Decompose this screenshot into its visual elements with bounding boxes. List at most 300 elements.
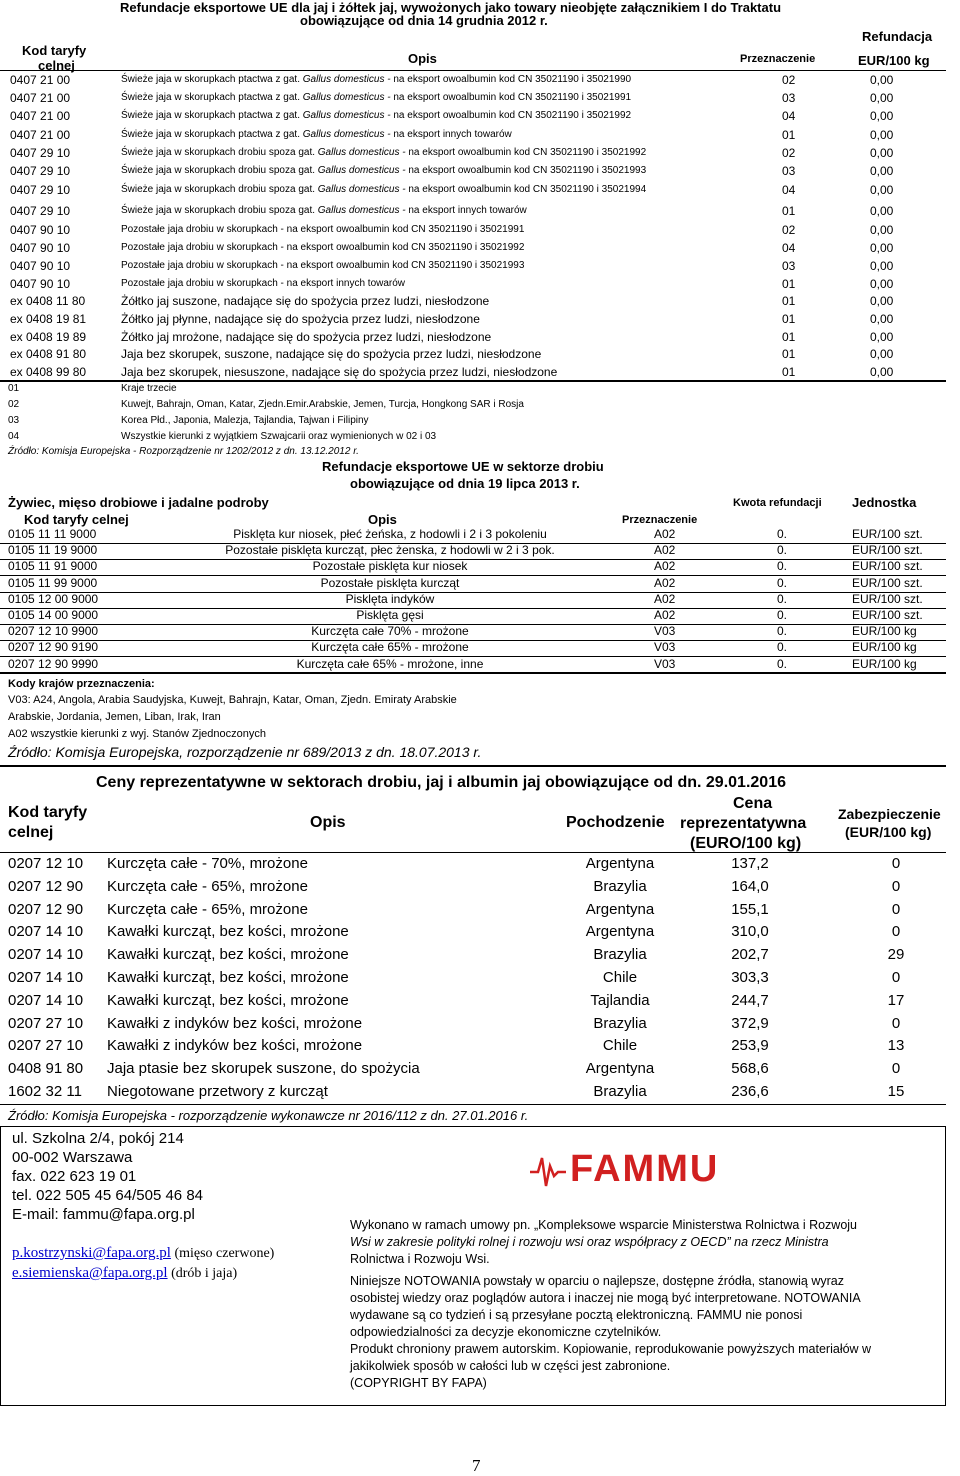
s2-kwota: 0.	[777, 656, 788, 671]
s1-kod: ex 0408 11 80	[10, 294, 86, 308]
s3-zabezpieczenie: 0	[891, 969, 901, 986]
s1-opis-part3: na eksport owoalbumin kod CN 35021190 i 35021992	[405, 147, 647, 158]
footer-disclaimer-line: osobistej wiedzy oraz poglądów autora i inaczej nie mogą być interpretowane. NOTOWANIA	[350, 1291, 861, 1305]
footer-addr-3: fax. 022 623 19 01	[12, 1168, 137, 1185]
s1-opis-part3: na eksport innych towarów	[405, 205, 527, 216]
s2-row	[0, 559, 960, 576]
s3-opis: Niegotowane przetwory z kurcząt	[107, 1083, 328, 1100]
s1-kod: 0407 21 00	[10, 128, 71, 142]
s2-przeznaczenie: V03	[654, 640, 676, 655]
s3-row	[0, 855, 960, 878]
s2-head-przezn: Przeznaczenie	[622, 514, 698, 526]
s3-kod: 0408 91 80	[8, 1060, 84, 1078]
s3-table-bottom-rule	[0, 1104, 946, 1105]
s2-kod: 0207 12 10 9900	[8, 624, 99, 639]
s2-jednostka: EUR/100 kg	[852, 656, 917, 671]
footer-email1-line	[12, 1244, 274, 1262]
s2-przeznaczenie: A02	[654, 575, 676, 590]
s2-section: Żywiec, mięso drobiowe i jadalne podroby	[8, 495, 269, 510]
s3-cena: 202,7	[731, 946, 769, 964]
s1-opis-part1: Świeże jaja w skorupkach ptactwa z gat.	[121, 110, 303, 121]
s3-opis: Kurczęta całe - 65%, mrożone	[107, 900, 308, 918]
s2-jednostka: EUR/100 szt.	[852, 559, 923, 574]
s1-kod: 0407 21 00	[10, 109, 71, 123]
s3-pochodzenie: Argentyna	[585, 855, 655, 872]
s3-head-opis: Opis	[310, 814, 346, 831]
s2-opis: Pozostałe pisklęta kurcząt, płec żenska, z hodowli w 2 i 3 pok.	[225, 543, 555, 558]
s1-kod: ex 0408 19 81	[10, 312, 87, 326]
s3-zabezpieczenie: 0	[891, 855, 901, 872]
s1-refundacja: 0,00	[870, 164, 894, 178]
footer-addr-4: tel. 022 505 45 64/505 46 84	[12, 1187, 204, 1204]
s3-source: Źródło: Komisja Europejska - rozporządzenie wykonawcze nr 2016/112 z dn. 27.01.2016 r.	[8, 1108, 529, 1123]
s1-footnote-code: 02	[8, 399, 20, 410]
s2-przeznaczenie: A02	[654, 559, 676, 574]
s1-opis-part1: Pozostałe jaja drobiu w skorupkach - na eksport innych towarów	[121, 278, 406, 289]
s1-footnote	[0, 399, 700, 415]
s1-opis-part3: na eksport owoalbumin kod CN 35021190 i 35021994	[405, 184, 647, 195]
s3-row	[0, 1037, 960, 1060]
s1-row	[0, 73, 960, 91]
s2-kwota: 0.	[777, 608, 788, 622]
s2-source: Źródło: Komisja Europejska, rozporządzenie nr 689/2013 z dn. 18.07.2013 r.	[8, 744, 482, 760]
s1-opis-part1: Świeże jaja w skorupkach drobiu spoza gat.	[121, 147, 318, 158]
s2-przeznaczenie: V03	[654, 624, 676, 639]
s1-refundacja: 0,00	[870, 128, 894, 142]
s1-refundacja: 0,00	[870, 277, 894, 291]
s3-cena: 137,2	[731, 855, 769, 872]
s2-kwota: 0.	[777, 543, 788, 558]
footer-email2-line	[12, 1264, 237, 1282]
s1-opis-species: Gallus domesticus -	[317, 165, 406, 176]
s1-refundacja: 0,00	[870, 365, 894, 379]
s3-row	[0, 901, 960, 924]
footer-disclaimer-line: jakikolwiek sposób w całości lub w części jest zabronione.	[350, 1359, 671, 1373]
s1-row	[0, 277, 960, 295]
s3-row	[0, 969, 960, 992]
s1-kod: ex 0408 99 80	[10, 365, 87, 379]
s1-przeznaczenie: 01	[782, 312, 796, 326]
s1-opis	[121, 330, 491, 344]
s1-przeznaczenie: 01	[782, 365, 796, 379]
s2-kod: 0105 11 99 9000	[8, 575, 98, 590]
s1-footnote-code: 03	[8, 415, 20, 426]
s2-jednostka: EUR/100 szt.	[852, 591, 923, 606]
s1-title-line2: obowiązujące od dnia 14 grudnia 2012 r.	[300, 13, 548, 28]
s2-row	[0, 608, 960, 625]
page-number: 7	[472, 1456, 481, 1475]
footer-umowa-2: Wsi w zakresie polityki rolnej i rozwoju wsi oraz współpracy z OECD” na rzecz Ministra	[350, 1235, 829, 1249]
s1-przeznaczenie: 04	[782, 183, 796, 197]
footer-umowa-1: Wykonano w ramach umowy pn. „Kompleksowe wsparcie Ministerstwa Rolnictwa i Rozwoju	[350, 1218, 858, 1232]
email2-note: (drób i jaja)	[167, 1266, 238, 1281]
footer-disclaimer-line: odpowiedzialności za decyzje ekonomiczne czytelników.	[350, 1325, 662, 1339]
footer-addr-2: 00-002 Warszawa	[12, 1149, 133, 1166]
s2-row	[0, 543, 960, 560]
email1-note: (mięso czerwone)	[170, 1246, 275, 1261]
fammu-logo	[528, 1144, 736, 1196]
s1-opis	[121, 312, 480, 326]
s2-kod: 0207 12 90 9190	[8, 640, 99, 655]
s3-zabezpieczenie: 0	[891, 877, 901, 895]
s3-head-zab2: (EUR/100 kg)	[845, 824, 932, 840]
s1-opis	[121, 165, 646, 176]
s2-kwota: 0.	[777, 624, 788, 639]
s1-opis	[121, 365, 557, 379]
s2-jednostka: EUR/100 szt.	[852, 543, 923, 558]
s3-opis: Kawałki z indyków bez kości, mrożone	[107, 1014, 363, 1032]
s1-przeznaczenie: 03	[782, 259, 796, 273]
s3-cena: 253,9	[731, 1037, 769, 1055]
s3-zabezpieczenie: 15	[887, 1083, 905, 1100]
s2-kwota: 0.	[777, 591, 788, 606]
s1-opis-part1: Żółtko jaj suszone, nadające się do spożycia przez ludzi, niesłodzone	[121, 294, 490, 308]
s3-zabezpieczenie: 29	[887, 946, 905, 964]
s1-przeznaczenie: 01	[782, 277, 796, 291]
s2-kwota: 0.	[777, 527, 788, 541]
s2-kod: 0105 12 00 9000	[8, 591, 99, 606]
s3-cena: 303,3	[731, 969, 769, 986]
s1-footnote	[0, 383, 700, 399]
s1-kod: ex 0408 91 80	[10, 347, 87, 361]
s2-kwota: 0.	[777, 575, 788, 590]
s2-opis: Pisklęta gęsi	[356, 608, 424, 622]
s1-head-kod1: Kod taryfy	[22, 43, 87, 58]
s2-przeznaczenie: V03	[654, 656, 676, 671]
s2-row	[0, 624, 960, 641]
s2-przeznaczenie: A02	[654, 608, 676, 622]
s3-row	[0, 992, 960, 1015]
s3-pochodzenie: Argentyna	[585, 923, 655, 941]
s3-cena: 244,7	[731, 991, 769, 1009]
s1-row	[0, 204, 960, 222]
s2-title-line1: Refundacje eksportowe UE w sektorze drobiu	[322, 459, 604, 474]
s3-opis: Kawałki kurcząt, bez kości, mrożone	[107, 923, 349, 941]
s1-refundacja: 0,00	[870, 204, 894, 218]
s3-pochodzenie: Chile	[602, 1037, 638, 1055]
s2-kody-line-2: Arabskie, Jordania, Jemen, Liban, Irak, Iran	[8, 711, 221, 723]
s2-kwota: 0.	[777, 640, 788, 655]
s1-przeznaczenie: 02	[782, 73, 796, 87]
s2-jednostka: EUR/100 kg	[852, 640, 917, 655]
s3-zabezpieczenie: 0	[891, 900, 901, 918]
s3-row	[0, 878, 960, 901]
s1-kod: ex 0408 19 89	[10, 330, 87, 344]
s1-przeznaczenie: 02	[782, 146, 796, 160]
s1-opis	[121, 347, 541, 361]
s1-row	[0, 109, 960, 127]
s1-footnote-code: 04	[8, 431, 20, 442]
s2-kod: 0105 11 91 9000	[8, 559, 98, 574]
s3-pochodzenie: Brazylia	[593, 946, 647, 964]
s2-kody-line-1: V03: A24, Angola, Arabia Saudyjska, Kuwejt, Bahrajn, Katar, Oman, Zjedn. Emiraty Arabskie	[8, 694, 457, 706]
s1-opis-part1: Żółtko jaj mrożone, nadające się do spożycia przez ludzi, niesłodzone	[121, 330, 492, 344]
s3-kod: 0207 27 10	[8, 1014, 84, 1032]
s1-kod: 0407 90 10	[10, 241, 71, 255]
s2-opis: Pozostałe pisklęta kur niosek	[312, 559, 468, 574]
s1-opis-part3: na eksport owoalbumin kod CN 35021190 i 35021991	[390, 92, 632, 103]
s1-footnote-text: Wszystkie kierunki z wyjątkiem Szwajcarii oraz wymienionych w 02 i 03	[121, 431, 437, 442]
s1-row	[0, 223, 960, 241]
s1-opis-part1: Pozostałe jaja drobiu w skorupkach - na eksport owoalbumin kod CN 35021190 i 35021991	[121, 224, 525, 235]
s1-opis-part3: na eksport owoalbumin kod CN 35021190 i 35021992	[390, 110, 632, 121]
s3-cena: 568,6	[731, 1060, 769, 1078]
s2-title-line2: obowiązujące od dnia 19 lipca 2013 r.	[350, 476, 580, 491]
footer-disclaimer-line: wydawane są co tydzień i są przesyłane pocztą elektroniczną. FAMMU nie ponosi	[350, 1308, 803, 1322]
s2-row	[0, 640, 960, 657]
s3-kod: 0207 14 10	[8, 991, 84, 1009]
s1-przeznaczenie: 04	[782, 109, 796, 123]
s1-footnote-code: 01	[8, 383, 20, 394]
s2-table-bottom-rule	[0, 672, 946, 674]
s2-jednostka: EUR/100 szt.	[852, 527, 923, 541]
s3-row	[0, 1060, 960, 1083]
s3-head-poch: Pochodzenie	[566, 814, 665, 831]
s1-footnote-text: Kraje trzecie	[121, 383, 177, 394]
s1-head-kod2: celnej	[38, 58, 75, 73]
s1-row	[0, 330, 960, 348]
s1-opis	[121, 74, 631, 85]
s1-head-przezn: Przeznaczenie	[740, 53, 816, 65]
s1-refundacja: 0,00	[870, 223, 894, 237]
s1-opis-species: Gallus domesticus -	[317, 205, 406, 216]
s1-opis-species: Gallus domesticus -	[302, 74, 391, 85]
s1-refundacja: 0,00	[870, 347, 894, 361]
s1-opis-part1: Świeże jaja w skorupkach ptactwa z gat.	[121, 92, 303, 103]
s3-pochodzenie: Argentyna	[585, 1060, 655, 1078]
s1-opis-part1: Świeże jaja w skorupkach drobiu spoza gat.	[121, 184, 318, 195]
s2-head-opis: Opis	[368, 512, 397, 527]
s1-opis	[121, 129, 512, 140]
s1-przeznaczenie: 04	[782, 241, 796, 255]
s1-przeznaczenie: 01	[782, 347, 796, 361]
s1-footnote	[0, 415, 700, 431]
s1-kod: 0407 90 10	[10, 259, 71, 273]
s2-przeznaczenie: A02	[654, 591, 676, 606]
s1-opis-species: Gallus domesticus -	[302, 129, 391, 140]
s2-row	[0, 527, 960, 544]
s3-kod: 0207 12 90	[8, 900, 84, 918]
s3-head-cena1: Cena	[733, 795, 773, 812]
s1-row	[0, 347, 960, 365]
s1-opis	[121, 147, 646, 158]
s1-opis-part1: Świeże jaja w skorupkach ptactwa z gat.	[121, 74, 303, 85]
s1-opis-part3: na eksport innych towarów	[390, 129, 512, 140]
s1-refundacja: 0,00	[870, 330, 894, 344]
footer-umowa-3: Rolnictwa i Rozwoju Wsi.	[350, 1252, 490, 1266]
s2-jednostka: EUR/100 szt.	[852, 575, 923, 590]
s3-row	[0, 946, 960, 969]
s1-kod: 0407 29 10	[10, 204, 71, 218]
s1-przeznaczenie: 03	[782, 91, 796, 105]
s1-footnote	[0, 431, 700, 447]
s2-jednostka-head: Jednostka	[852, 495, 917, 510]
s2-kody-line-3: A02 wszystkie kierunki z wyj. Stanów Zjednoczonych	[8, 728, 266, 740]
s3-kod: 0207 12 10	[8, 855, 84, 872]
s1-refundacja: 0,00	[870, 259, 894, 273]
s1-opis-part1: Świeże jaja w skorupkach drobiu spoza gat.	[121, 165, 318, 176]
s2-przeznaczenie: A02	[654, 543, 676, 558]
s1-row	[0, 91, 960, 109]
s3-head-cena2: reprezentatywna	[680, 815, 807, 832]
s2-opis: Pozostałe pisklęta kurcząt	[320, 575, 460, 590]
s2-opis: Pisklęta indyków	[345, 591, 435, 606]
s2-opis: Pisklęta kur niosek, płeć żeńska, z hodowli i 2 i 3 pokoleniu	[233, 527, 547, 541]
s1-opis-part1: Żółtko jaj płynne, nadające się do spożycia przez ludzi, niesłodzone	[121, 312, 480, 326]
s3-kod: 1602 32 11	[8, 1083, 82, 1100]
s3-row	[0, 1083, 960, 1106]
footer-disclaimer-line: Produkt chroniony prawem autorskim. Kopiowanie, reprodukowanie powyższych materiałów w	[350, 1342, 872, 1356]
s1-opis-part1: Świeże jaja w skorupkach drobiu spoza gat.	[121, 205, 318, 216]
s2-kod: 0207 12 90 9990	[8, 656, 99, 671]
s1-source: Źródło: Komisja Europejska - Rozporządzenie nr 1202/2012 z dn. 13.12.2012 r.	[8, 446, 359, 457]
s2-jednostka: EUR/100 szt.	[852, 608, 923, 622]
s1-kod: 0407 29 10	[10, 164, 71, 178]
s3-zabezpieczenie: 0	[891, 923, 901, 941]
s2-opis: Kurczęta całe 65% - mrożone, inne	[296, 656, 484, 671]
s1-refundacja: 0,00	[870, 312, 894, 326]
s3-opis: Kawałki kurcząt, bez kości, mrożone	[107, 969, 349, 986]
s3-kod: 0207 12 90	[8, 877, 84, 895]
footer-disclaimer-line: (COPYRIGHT BY FAPA)	[350, 1376, 487, 1390]
s1-row	[0, 164, 960, 182]
s3-pochodzenie: Brazylia	[593, 877, 647, 895]
s1-row	[0, 294, 960, 312]
s3-kod: 0207 14 10	[8, 946, 84, 964]
s1-kod: 0407 29 10	[10, 146, 71, 160]
s3-kod: 0207 14 10	[8, 923, 84, 941]
s3-pochodzenie: Tajlandia	[590, 991, 650, 1009]
s3-cena: 164,0	[731, 877, 769, 895]
s1-row	[0, 128, 960, 146]
s1-opis-part1: Jaja bez skorupek, niesuszone, nadające się do spożycia przez ludzi, niesłodzone	[121, 365, 558, 379]
s2-kody-title: Kody krajów przeznaczenia:	[8, 678, 155, 690]
s1-head-opis: Opis	[408, 51, 437, 66]
s1-opis	[121, 224, 524, 235]
s1-footnote-text: Korea Płd., Japonia, Malezja, Tajlandia, Tajwan i Filipiny	[121, 415, 369, 426]
s1-opis-part3: na eksport owoalbumin kod CN 35021190 i 35021993	[405, 165, 647, 176]
email-link-siemienska[interactable]: e.siemienska@fapa.org.pl	[12, 1265, 168, 1281]
s2-opis: Kurczęta całe 65% - mrożone	[311, 640, 469, 655]
s1-head-rule	[0, 70, 946, 71]
s2-kwota: 0.	[777, 559, 788, 574]
s1-kod: 0407 21 00	[10, 91, 71, 105]
s3-row	[0, 1015, 960, 1038]
email-link-kostrzynski[interactable]: p.kostrzynski@fapa.org.pl	[12, 1245, 171, 1261]
s3-zabezpieczenie: 17	[887, 991, 905, 1009]
s2-jednostka: EUR/100 kg	[852, 624, 917, 639]
s2-head-kod: Kod taryfy celnej	[24, 512, 129, 527]
s3-cena: 155,1	[731, 900, 769, 918]
s3-opis: Kawałki z indyków bez kości, mrożone	[107, 1037, 363, 1055]
footer-addr-5: E-mail: fammu@fapa.org.pl	[12, 1206, 195, 1223]
s1-przeznaczenie: 01	[782, 128, 796, 142]
footer-disclaimer-line: Niniejsze NOTOWANIA powstały w oparciu o najlepsze, dostępne źródła, stanowią wyraz	[350, 1274, 844, 1288]
s1-row	[0, 241, 960, 259]
s3-cena: 236,6	[731, 1083, 769, 1100]
s1-opis	[121, 205, 527, 216]
s3-kod: 0207 14 10	[8, 969, 84, 986]
s1-kod: 0407 29 10	[10, 183, 71, 197]
s1-opis-part1: Świeże jaja w skorupkach ptactwa z gat.	[121, 129, 303, 140]
s2-przeznaczenie: A02	[654, 527, 676, 541]
footer-addr-1: ul. Szkolna 2/4, pokój 214	[12, 1130, 184, 1147]
s1-refundacja: 0,00	[870, 91, 894, 105]
s1-head-ref1: Refundacja	[862, 29, 933, 44]
s1-title-line1: Refundacje eksportowe UE dla jaj i żółtek jaj, wywożonych jako towary nieobjęte załącznikiem I do Traktatu	[120, 0, 782, 15]
s1-refundacja: 0,00	[870, 294, 894, 308]
s3-zabezpieczenie: 0	[891, 1014, 901, 1032]
s3-kod: 0207 27 10	[8, 1037, 84, 1055]
s1-row	[0, 146, 960, 164]
s3-zabezpieczenie: 13	[887, 1037, 905, 1055]
s1-opis	[121, 242, 524, 253]
s3-cena: 310,0	[731, 923, 769, 941]
s1-refundacja: 0,00	[870, 73, 894, 87]
s1-refundacja: 0,00	[870, 183, 894, 197]
s1-kod: 0407 90 10	[10, 223, 71, 237]
s3-opis: Kurczęta całe - 70%, mrożone	[107, 855, 308, 872]
s3-row	[0, 923, 960, 946]
s1-opis	[121, 92, 631, 103]
s3-zabezpieczenie: 0	[891, 1060, 901, 1078]
s3-pochodzenie: Brazylia	[593, 1083, 647, 1100]
s2-opis: Kurczęta całe 70% - mrożone	[311, 624, 469, 639]
s1-opis	[121, 260, 524, 271]
s3-title: Ceny reprezentatywne w sektorach drobiu, jaj i albumin jaj obowiązujące od dn. 29.01.2016	[96, 774, 786, 791]
s1-opis	[121, 294, 489, 308]
s1-opis-part1: Jaja bez skorupek, suszone, nadające się do spożycia przez ludzi, niesłodzone	[121, 347, 542, 361]
s2-kod: 0105 11 19 9000	[8, 543, 98, 558]
s1-opis	[121, 184, 646, 195]
s1-opis-species: Gallus domesticus -	[302, 92, 391, 103]
s1-opis-part3: na eksport owoalbumin kod CN 35021190 i 35021990	[390, 74, 632, 85]
s1-opis-species: Gallus domesticus -	[302, 110, 391, 121]
s1-opis	[121, 278, 405, 289]
s2-kod: 0105 14 00 9000	[8, 608, 99, 622]
s1-przeznaczenie: 01	[782, 294, 796, 308]
s1-row	[0, 312, 960, 330]
s1-opis-species: Gallus domesticus -	[317, 147, 406, 158]
s3-pochodzenie: Chile	[602, 969, 638, 986]
s1-opis-part1: Pozostałe jaja drobiu w skorupkach - na eksport owoalbumin kod CN 35021190 i 35021992	[121, 242, 525, 253]
s1-refundacja: 0,00	[870, 241, 894, 255]
s1-head-ref2: EUR/100 kg	[858, 53, 930, 68]
s3-top-rule	[0, 765, 946, 767]
s3-opis: Kurczęta całe - 65%, mrożone	[107, 877, 308, 895]
s3-head-kod2: celnej	[8, 824, 54, 841]
s1-przeznaczenie: 02	[782, 223, 796, 237]
s1-refundacja: 0,00	[870, 146, 894, 160]
s3-opis: Kawałki kurcząt, bez kości, mrożone	[107, 946, 349, 964]
s1-kod: 0407 21 00	[10, 73, 71, 87]
s1-kod: 0407 90 10	[10, 277, 71, 291]
s1-refundacja: 0,00	[870, 109, 894, 123]
s3-head-cena3: (EURO/100 kg)	[690, 835, 802, 852]
s3-cena: 372,9	[731, 1014, 769, 1032]
s2-kwota-head: Kwota refundacji	[733, 497, 822, 509]
s1-table-bottom-rule	[0, 380, 946, 382]
s3-pochodzenie: Brazylia	[593, 1014, 647, 1032]
s2-row	[0, 576, 960, 593]
s1-opis-species: Gallus domesticus -	[317, 184, 406, 195]
s3-head-zab1: Zabezpieczenie	[838, 806, 941, 822]
s1-footnote-text: Kuwejt, Bahrajn, Oman, Katar, Zjedn.Emir.Arabskie, Jemen, Turcja, Hongkong SAR i Rosja	[121, 399, 524, 410]
s1-przeznaczenie: 01	[782, 204, 796, 218]
s1-opis	[121, 110, 631, 121]
s1-row	[0, 183, 960, 201]
s2-row	[0, 592, 960, 609]
